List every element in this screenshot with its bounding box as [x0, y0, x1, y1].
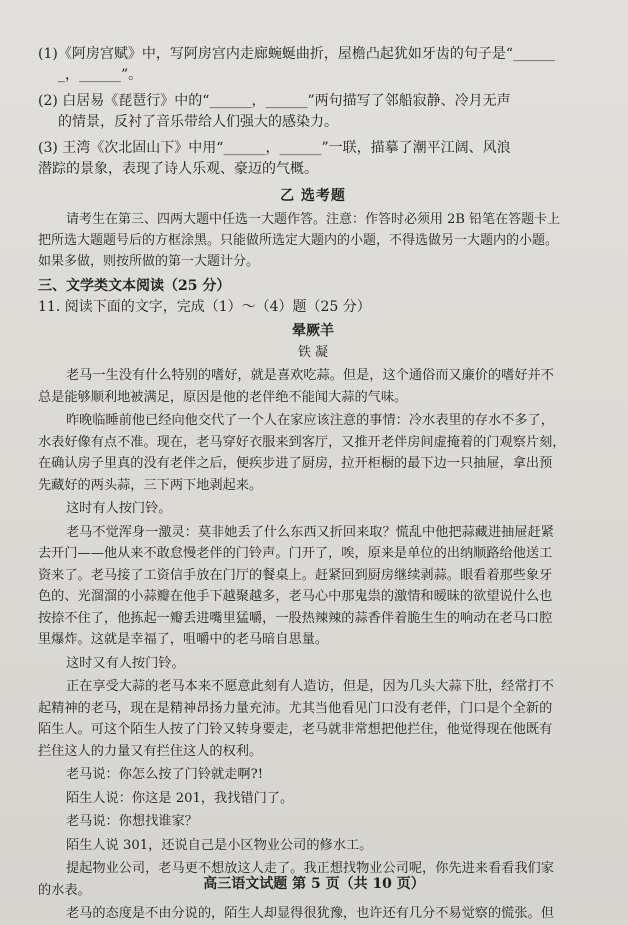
story-line: 资来了。老马接了工资信手放在门厅的餐桌上。赶紧回到厨房继续剥蒜。眼看着那些象牙 — [38, 567, 553, 583]
question-2-line2: 的情景，反衬了音乐带给人们强大的感染力。 — [58, 114, 338, 130]
story-line: 里爆炸。这就是幸福了，咀嚼中的老马暗自思量。 — [38, 632, 329, 647]
story-line: 按捺不住了，他拣起一瓣丢进嘴里猛嚼，一股热辣辣的蒜香伴着脆生生的响动在老马口腔 — [38, 610, 553, 626]
story-paragraph — [38, 410, 588, 496]
question-1-line1: (1)《阿房宫赋》中，写阿房宫内走廊蜿蜒曲折，屋檐凸起犹如牙齿的句子是“______ — [38, 46, 555, 62]
story-line: 陌生人说：你这是 201，我找错门了。 — [66, 790, 294, 806]
story-paragraph — [38, 764, 588, 786]
story-author: 铁 凝 — [297, 345, 329, 360]
question-11: 11. 阅读下面的文字，完成（1）～（4）题（25 分） — [38, 299, 371, 315]
story-line: 陌生人。可这个陌生人按了门铃又转身要走，老马就非常想把他拦住，他觉得现在他既有 — [38, 722, 553, 737]
question-2-line1: (2) 白居易《琵琶行》中的“______，______”两句描写了邻船寂静、冷月无声 — [38, 93, 511, 109]
question-3 — [38, 138, 588, 180]
section-yi-title: 乙 选考题 — [280, 188, 346, 204]
story-line: 昨晚临睡前他已经向他交代了一个人在家应该注意的事情：冷水表里的存水不多了， — [66, 413, 554, 428]
story-line: 起精神的老马，现在是精神昂扬力量充沛。尤其当他看见门口没有老伴，门口是个全新的 — [38, 700, 553, 716]
question-3-line1: (3) 王湾《次北固山下》中用“______，______”一联，描摹了潮平江阔、风浪 — [38, 140, 511, 156]
story-line: 先藏好的两头蒜，三下两下地剥起来。 — [38, 477, 263, 493]
story-line: 老马一生没有什么特别的嗜好，就是喜欢吃蒜。但是，这个通俗而又廉价的嗜好并不 — [66, 368, 554, 383]
story-line: 色的、光溜溜的小蒜瓣在他手下越聚越多，老马心中那鬼祟的激情和暧昧的欲望说什么也 — [38, 589, 553, 604]
notice — [38, 209, 588, 272]
story-body — [38, 365, 588, 925]
recitation-questions — [38, 44, 588, 180]
story-line: 这时有人按门铃。 — [66, 501, 172, 516]
story-paragraph — [38, 903, 588, 925]
question-3-line2: 潜踪的景象，表现了诗人乐观、豪迈的气概。 — [38, 161, 318, 177]
story-line: 老马说：你怎么按了门铃就走啊?! — [66, 767, 263, 782]
story-line: 总是能够顺利地被满足，原因是他的老伴绝不能闻大蒜的气味。 — [38, 389, 408, 405]
question-1 — [38, 44, 588, 86]
section-3-title: 三、文学类文本阅读（25 分） — [38, 278, 231, 294]
story-paragraph — [38, 498, 588, 520]
story-paragraph — [38, 522, 588, 651]
story-line: 这时又有人按门铃。 — [66, 655, 185, 671]
story-paragraph — [38, 653, 588, 675]
story-line: 老马说：你想找谁家？ — [66, 814, 198, 829]
notice-line: 请考生在第三、四两大题中任选一大题作答。注意：作答时必须用 2B 铅笔在答题卡上 — [66, 212, 561, 227]
story-line: 在确认房子里真的没有老伴之后，便疾步进了厨房，拉开柜橱的最下边一只抽屉，拿出预 — [38, 456, 553, 471]
story-line: 拦住这人的力量又有拦住这人的权利。 — [38, 743, 263, 759]
notice-line: 如果多做，则按所做的第一大题计分。 — [38, 254, 260, 269]
story-line: 提起物业公司，老马更不想放这人走了。我正想找物业公司呢，你先进来看看我们家 — [66, 861, 554, 876]
story-line: 去开门——他从来不敢怠慢老伴的门铃声。门开了，唉，原来是单位的出纳顺路给他送工 — [38, 546, 553, 561]
story-paragraph — [38, 811, 588, 833]
page-footer: 高三语文试题 第 5 页（共 10 页） — [203, 876, 425, 892]
story-title: 晕厥羊 — [292, 323, 334, 339]
story-line: 水表好像有点不准。现在，老马穿好衣服来到客厅，又推开老伴房间虚掩着的门观察片刻， — [38, 434, 566, 450]
story-paragraph — [38, 676, 588, 762]
story-paragraph — [38, 788, 588, 810]
story-paragraph — [38, 365, 588, 408]
story-line: 老马的态度是不由分说的，陌生人却显得很犹豫，也许还有几分不易觉察的慌张。但 — [66, 906, 554, 921]
story-line: 陌生人说 301，还说自己是小区物业公司的修水工。 — [66, 837, 373, 853]
question-2 — [38, 91, 588, 133]
question-1-line2: _，______”。 — [58, 67, 143, 83]
story-paragraph — [38, 835, 588, 857]
story-line: 老马不觉浑身一激灵：莫非她丢了什么东西又折回来取？慌乱中他把蒜藏进抽屉赶紧 — [66, 524, 554, 540]
story-line: 的水表。 — [38, 882, 91, 898]
notice-line: 把所选大题题号后的方框涂黑。只能做所选定大题内的小题，不得选做另一大题内的小题。 — [38, 233, 559, 248]
story-line: 正在享受大蒜的老马本来不愿意此刻有人造访，但是，因为几头大蒜下肚，经常打不 — [66, 679, 554, 694]
